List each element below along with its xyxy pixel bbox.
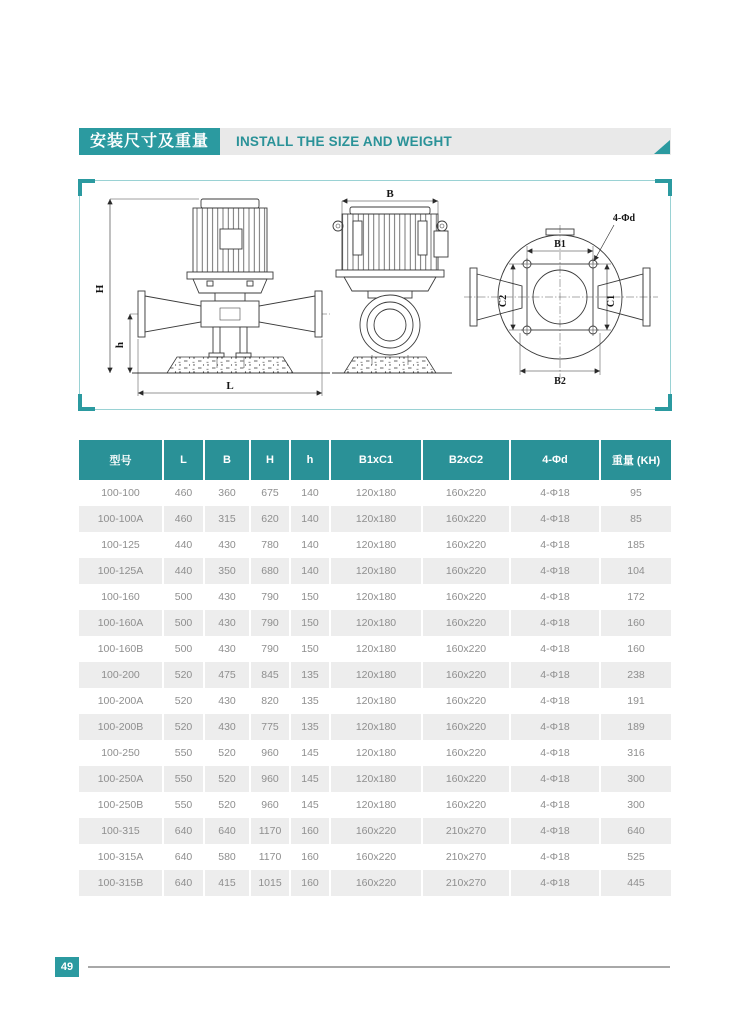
table-row — [79, 480, 671, 506]
table-cell: 160 — [599, 610, 671, 636]
table-cell: 640 — [162, 870, 203, 896]
table-cell: 525 — [599, 844, 671, 870]
table-cell: 790 — [249, 584, 289, 610]
table-cell: 500 — [162, 610, 203, 636]
dimension-table — [79, 440, 671, 896]
table-cell: 120x180 — [329, 532, 421, 558]
table-cell: 160x220 — [421, 506, 509, 532]
table-cell: 1170 — [249, 818, 289, 844]
table-cell: 172 — [599, 584, 671, 610]
table-cell: 4-Φ18 — [509, 610, 599, 636]
table-cell: 120x180 — [329, 792, 421, 818]
table-cell: 120x180 — [329, 610, 421, 636]
table-cell: 120x180 — [329, 740, 421, 766]
table-cell: 120x180 — [329, 714, 421, 740]
table-cell: 160 — [599, 636, 671, 662]
table-row — [79, 532, 671, 558]
table-cell: 100-160 — [101, 591, 140, 603]
table-cell: 580 — [203, 844, 249, 870]
drawing-frame — [79, 180, 671, 410]
table-cell: 440 — [162, 532, 203, 558]
table-cell: 500 — [162, 636, 203, 662]
table-cell: 430 — [203, 714, 249, 740]
table-cell: 675 — [249, 480, 289, 506]
table-cell: 145 — [289, 766, 329, 792]
table-cell: 100-200A — [97, 695, 144, 707]
table-cell: 160x220 — [421, 662, 509, 688]
table-cell: 100-100A — [79, 506, 162, 532]
table-cell: 4-Φ18 — [509, 584, 599, 610]
page-number-badge: 49 — [55, 957, 79, 977]
table-cell: 790 — [249, 610, 289, 636]
table-row — [79, 688, 671, 714]
table-cell: 145 — [289, 740, 329, 766]
dim-label-B1: B1 — [554, 239, 566, 250]
table-cell: 160x220 — [421, 714, 509, 740]
table-cell: 185 — [599, 532, 671, 558]
table-cell: 160x220 — [421, 636, 509, 662]
table-cell: 960 — [249, 792, 289, 818]
table-cell: 120x180 — [329, 636, 421, 662]
table-row — [79, 792, 671, 818]
table-row — [79, 506, 671, 532]
table-cell: 120x180 — [329, 584, 421, 610]
table-cell: 100-100 — [101, 487, 140, 499]
table-cell: 460 — [162, 506, 203, 532]
table-cell: 160x220 — [421, 558, 509, 584]
table-cell: 140 — [289, 480, 329, 506]
table-cell: 550 — [162, 766, 203, 792]
table-cell: 120x180 — [329, 506, 421, 532]
table-cell: 160x220 — [329, 870, 421, 896]
table-row — [79, 714, 671, 740]
table-cell: 4-Φ18 — [509, 688, 599, 714]
table-header-row — [79, 440, 671, 480]
table-cell: 140 — [289, 506, 329, 532]
frame-corner-accent — [655, 394, 672, 411]
page-content — [79, 128, 671, 896]
table-cell: 145 — [289, 792, 329, 818]
frame-corner-accent — [655, 179, 672, 196]
table-cell: 120x180 — [329, 558, 421, 584]
table-cell: 520 — [162, 714, 203, 740]
frame-corner-accent — [78, 179, 95, 196]
table-row — [79, 870, 671, 896]
table-cell: 550 — [162, 740, 203, 766]
table-cell: 85 — [599, 506, 671, 532]
table-cell: 160x220 — [421, 610, 509, 636]
table-cell: 680 — [249, 558, 289, 584]
table-cell: 135 — [289, 688, 329, 714]
table-cell: 640 — [162, 844, 203, 870]
dim-label-bolt-spec: 4-Φd — [612, 213, 636, 224]
table-cell: 120x180 — [329, 688, 421, 714]
table-cell: 150 — [289, 584, 329, 610]
table-cell: 135 — [289, 714, 329, 740]
table-cell: 160x220 — [421, 766, 509, 792]
table-cell: 520 — [162, 688, 203, 714]
table-cell: 4-Φ18 — [509, 558, 599, 584]
table-cell: 160 — [289, 818, 329, 844]
table-cell: 4-Φ18 — [509, 662, 599, 688]
table-cell: 120x180 — [329, 480, 421, 506]
table-row — [79, 766, 671, 792]
section-title-zh: 安装尺寸及重量 — [79, 128, 220, 155]
table-cell: 140 — [289, 532, 329, 558]
table-cell: 160 — [289, 844, 329, 870]
table-cell: 4-Φ18 — [509, 766, 599, 792]
column-header-H: H — [249, 440, 289, 480]
table-cell: 150 — [289, 636, 329, 662]
table-cell: 4-Φ18 — [509, 714, 599, 740]
table-cell: 160x220 — [421, 740, 509, 766]
table-cell: 238 — [599, 662, 671, 688]
table-cell: 640 — [162, 818, 203, 844]
table-row — [79, 818, 671, 844]
flange-view-drawing — [464, 213, 658, 387]
table-cell: 1015 — [249, 870, 289, 896]
table-cell: 300 — [599, 766, 671, 792]
table-cell: 475 — [203, 662, 249, 688]
column-header-B: B — [203, 440, 249, 480]
table-cell: 520 — [203, 766, 249, 792]
table-cell: 780 — [249, 532, 289, 558]
table-cell: 4-Φ18 — [509, 506, 599, 532]
column-header-h: h — [289, 440, 329, 480]
table-cell: 189 — [599, 714, 671, 740]
table-cell: 135 — [289, 662, 329, 688]
table-cell: 160x220 — [421, 688, 509, 714]
table-cell: 430 — [203, 584, 249, 610]
corner-triangle-decoration — [654, 140, 670, 154]
table-cell: 160x220 — [329, 844, 421, 870]
table-row — [79, 636, 671, 662]
table-cell: 4-Φ18 — [509, 740, 599, 766]
table-cell: 100-250 — [101, 747, 140, 759]
table-cell: 100-160A — [79, 610, 162, 636]
dim-label-H: H — [94, 284, 106, 294]
table-cell: 191 — [599, 688, 671, 714]
dim-label-B: B — [386, 188, 394, 200]
table-cell: 775 — [249, 714, 289, 740]
table-row — [79, 662, 671, 688]
table-cell: 160 — [289, 870, 329, 896]
table-cell: 100-125A — [79, 558, 162, 584]
table-cell: 430 — [203, 610, 249, 636]
table-row — [79, 740, 671, 766]
dim-label-h: h — [114, 341, 126, 349]
table-cell: 445 — [599, 870, 671, 896]
column-header-bolt: 4-Φd — [509, 440, 599, 480]
table-cell: 100-200 — [79, 662, 162, 688]
table-cell: 210x270 — [421, 870, 509, 896]
table-cell: 100-250A — [79, 766, 162, 792]
dim-label-B2: B2 — [554, 376, 566, 387]
table-cell: 4-Φ18 — [509, 636, 599, 662]
table-cell: 160x220 — [421, 792, 509, 818]
table-cell: 210x270 — [421, 844, 509, 870]
table-cell: 430 — [203, 688, 249, 714]
frame-corner-accent — [78, 394, 95, 411]
table-row — [79, 558, 671, 584]
dim-label-L: L — [226, 380, 234, 392]
table-cell: 640 — [203, 818, 249, 844]
side-view-drawing — [94, 199, 330, 396]
dim-label-C2: C2 — [498, 294, 509, 308]
table-cell: 550 — [162, 792, 203, 818]
table-cell: 100-315 — [79, 818, 162, 844]
table-cell: 100-315B — [79, 870, 162, 896]
spec-table-body — [79, 480, 671, 896]
table-cell: 430 — [203, 532, 249, 558]
table-cell: 160x220 — [421, 584, 509, 610]
table-cell: 300 — [599, 792, 671, 818]
table-cell: 104 — [599, 558, 671, 584]
table-cell: 120x180 — [329, 662, 421, 688]
table-cell: 160x220 — [421, 480, 509, 506]
table-cell: 4-Φ18 — [509, 818, 599, 844]
table-cell: 315 — [203, 506, 249, 532]
table-cell: 4-Φ18 — [509, 480, 599, 506]
dim-label-C1: C1 — [606, 294, 617, 308]
table-row — [79, 844, 671, 870]
table-cell: 620 — [249, 506, 289, 532]
footer-rule — [88, 966, 670, 968]
column-header-weight: 重量 (KH) — [599, 440, 671, 480]
column-header-model: 型号 — [79, 440, 162, 480]
table-cell: 520 — [203, 740, 249, 766]
table-cell: 460 — [162, 480, 203, 506]
table-cell: 160x220 — [329, 818, 421, 844]
table-cell: 520 — [203, 792, 249, 818]
table-cell: 790 — [249, 636, 289, 662]
table-cell: 415 — [203, 870, 249, 896]
table-cell: 4-Φ18 — [509, 792, 599, 818]
table-row — [79, 584, 671, 610]
table-cell: 350 — [203, 558, 249, 584]
column-header-L: L — [162, 440, 203, 480]
table-cell: 960 — [249, 766, 289, 792]
table-cell: 316 — [599, 740, 671, 766]
table-cell: 95 — [599, 480, 671, 506]
table-cell: 845 — [249, 662, 289, 688]
section-header — [79, 128, 671, 155]
table-cell: 100-315A — [97, 851, 144, 863]
table-cell: 440 — [162, 558, 203, 584]
column-header-B1xC1: B1xC1 — [329, 440, 421, 480]
table-cell: 140 — [289, 558, 329, 584]
pump-dimension-drawings — [80, 181, 670, 409]
table-cell: 150 — [289, 610, 329, 636]
table-cell: 210x270 — [421, 818, 509, 844]
table-cell: 100-200B — [79, 714, 162, 740]
table-cell: 500 — [162, 584, 203, 610]
table-cell: 640 — [599, 818, 671, 844]
table-cell: 360 — [203, 480, 249, 506]
table-cell: 820 — [249, 688, 289, 714]
table-cell: 1170 — [249, 844, 289, 870]
table-cell: 520 — [162, 662, 203, 688]
table-cell: 4-Φ18 — [509, 532, 599, 558]
table-cell: 100-160B — [97, 643, 144, 655]
table-cell: 4-Φ18 — [509, 844, 599, 870]
table-cell: 960 — [249, 740, 289, 766]
table-cell: 100-250B — [97, 799, 144, 811]
table-cell: 120x180 — [329, 766, 421, 792]
table-cell: 430 — [203, 636, 249, 662]
table-cell: 160x220 — [421, 532, 509, 558]
table-row — [79, 610, 671, 636]
table-cell: 100-125 — [101, 539, 140, 551]
front-view-drawing — [332, 188, 452, 373]
table-cell: 4-Φ18 — [509, 870, 599, 896]
column-header-B2xC2: B2xC2 — [421, 440, 509, 480]
section-title-en: INSTALL THE SIZE AND WEIGHT — [236, 134, 452, 149]
